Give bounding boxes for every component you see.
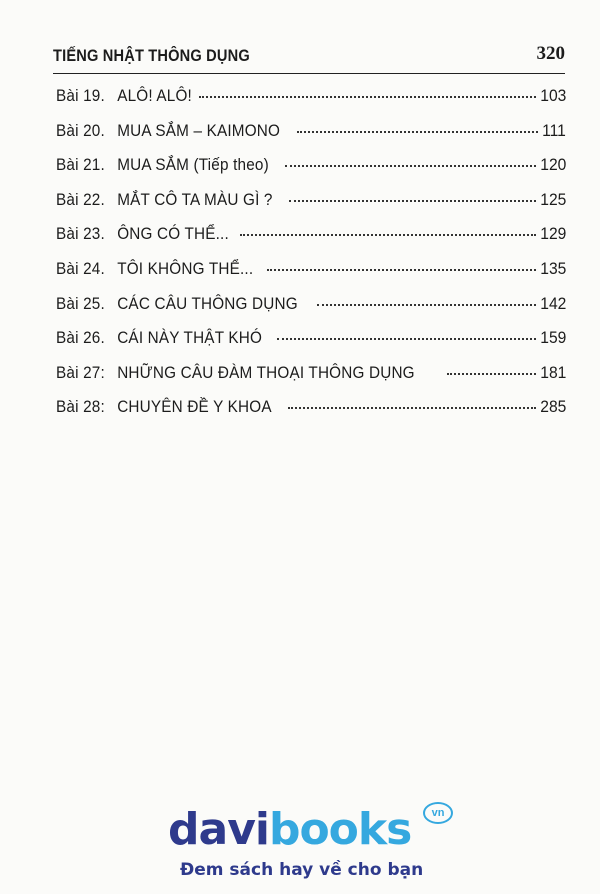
toc-entry	[56, 155, 566, 190]
lesson-page-number: 181	[539, 362, 566, 382]
lesson-number: Bài 26.	[56, 328, 105, 348]
dot-leader	[277, 337, 536, 340]
logo-tagline: Đem sách hay về cho bạn	[180, 860, 424, 880]
lesson-title: CHUYÊN ĐỀ Y KHOA	[117, 397, 272, 417]
lesson-page-number: 103	[539, 86, 566, 105]
dot-leader	[289, 199, 536, 202]
lesson-page-number: 142	[539, 293, 566, 313]
logo-vn-badge: vn	[423, 802, 453, 824]
header-rule	[53, 73, 565, 74]
lesson-number: Bài 20.	[56, 120, 105, 140]
dot-leader	[297, 130, 538, 133]
lesson-title: ALÔ! ALÔ!	[117, 86, 192, 105]
lesson-number: Bài 22.	[56, 189, 105, 209]
lesson-page-number: 285	[539, 397, 566, 417]
logo-wordmark-davi: davi	[168, 804, 269, 855]
table-of-contents	[56, 86, 566, 432]
toc-entry-label	[56, 328, 262, 348]
toc-entry	[56, 397, 566, 432]
lesson-page-number: 111	[542, 120, 566, 140]
lesson-title: CÁI NÀY THẬT KHÓ	[117, 328, 263, 348]
lesson-page-number: 120	[539, 155, 566, 175]
toc-entry	[56, 121, 566, 156]
toc-entry	[56, 259, 566, 294]
lesson-number: Bài 24.	[56, 258, 105, 278]
dot-leader	[285, 164, 536, 167]
page-number: 320	[536, 43, 565, 64]
lesson-page-number: 159	[539, 328, 566, 348]
lesson-title: NHỮNG CÂU ĐÀM THOẠI THÔNG DỤNG	[117, 362, 415, 382]
lesson-title: MUA SẮM (Tiếp theo)	[117, 155, 269, 175]
toc-entry-label	[56, 190, 273, 210]
toc-entry	[56, 294, 566, 329]
lesson-number: Bài 21.	[56, 155, 105, 175]
lesson-title: MUA SẮM – KAIMONO	[117, 120, 281, 140]
lesson-number: Bài 25.	[56, 293, 105, 313]
lesson-page-number: 135	[539, 258, 566, 278]
toc-entry	[56, 86, 566, 121]
lesson-title: MẮT CÔ TA MÀU GÌ ?	[117, 189, 273, 209]
dot-leader	[199, 95, 536, 98]
page-header	[53, 40, 565, 74]
toc-entry	[56, 328, 566, 363]
lesson-number: Bài 28:	[56, 397, 105, 417]
dot-leader	[240, 233, 535, 236]
lesson-page-number: 129	[539, 224, 566, 244]
lesson-number: Bài 23.	[56, 224, 105, 244]
lesson-number: Bài 19.	[56, 86, 105, 105]
lesson-title: ÔNG CÓ THỂ...	[117, 224, 229, 244]
dot-leader	[317, 303, 536, 306]
lesson-title: CÁC CÂU THÔNG DỤNG	[117, 293, 298, 313]
dot-leader	[447, 372, 536, 375]
logo-wordmark-books: books	[268, 804, 412, 855]
running-title: TIẾNG NHẬT THÔNG DỤNG	[53, 46, 250, 65]
lesson-title: TÔI KHÔNG THỂ...	[117, 258, 254, 278]
toc-entry-label	[56, 86, 192, 106]
logo-wordmark	[168, 804, 412, 855]
dot-leader	[288, 406, 536, 409]
toc-entry-label	[56, 397, 272, 417]
toc-entry-label	[56, 259, 253, 279]
toc-entry-label	[56, 155, 269, 175]
dot-leader	[267, 268, 535, 271]
toc-entry-label	[56, 121, 280, 141]
lesson-page-number: 125	[539, 189, 566, 209]
toc-entry-label	[56, 224, 229, 244]
toc-entry-label	[56, 294, 298, 314]
toc-entry	[56, 190, 566, 225]
toc-entry	[56, 224, 566, 259]
toc-entry	[56, 363, 566, 398]
davibooks-watermark	[168, 804, 458, 888]
lesson-number: Bài 27:	[56, 362, 105, 382]
toc-entry-label	[56, 363, 415, 383]
